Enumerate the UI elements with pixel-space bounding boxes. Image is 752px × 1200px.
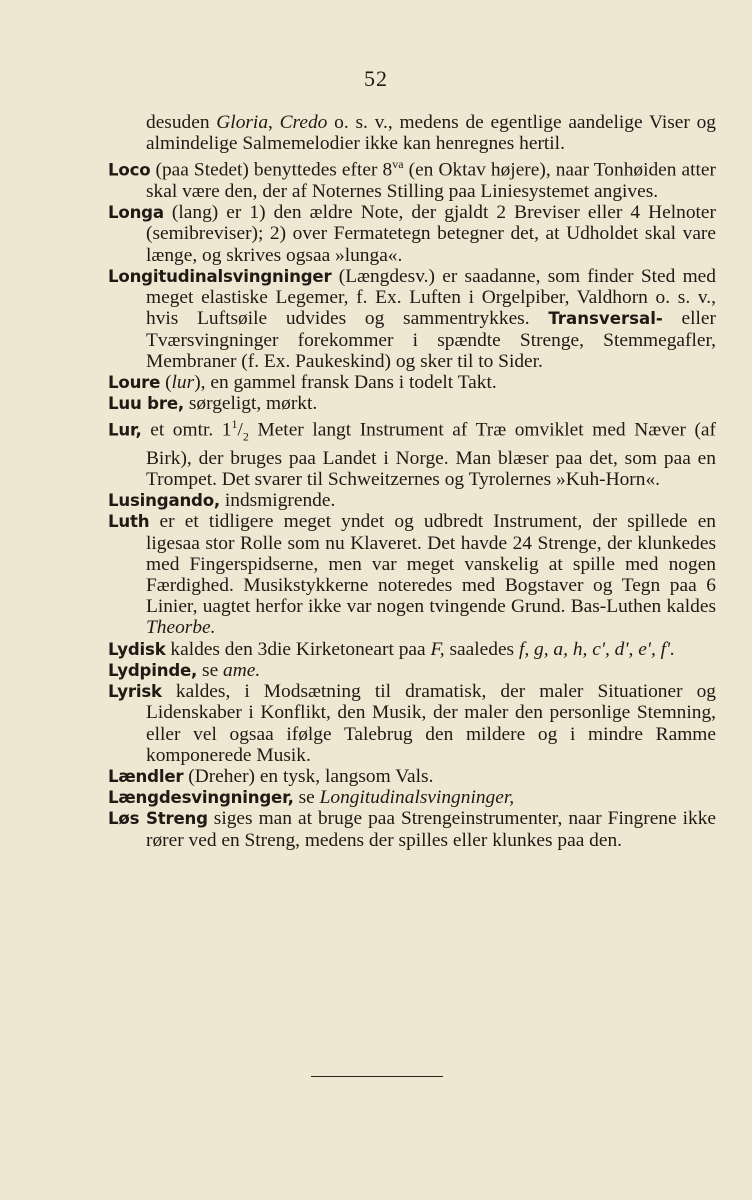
headword: Longa bbox=[108, 203, 164, 223]
headword: Luth bbox=[108, 512, 150, 532]
entry-loco: Loco (paa Stedet) benyttedes efter $8^{va}$ (en Oktav højere), naar Tonhøiden atter skal være den, der af Noternes Stilling paa Liniesystemet angives. bbox=[108, 157, 716, 203]
page-number: 52 bbox=[364, 66, 388, 91]
end-rule bbox=[311, 1076, 443, 1077]
entry-loes-streng: Løs Streng siges man at bruge paa Strengeinstrumenter, naar Fingrene ikke rører ved en Streng, medens der spilles eller klunkes paa den. bbox=[108, 808, 716, 851]
entry-longa: Longa (lang) er 1) den ældre Note, der gjaldt 2 Breviser eller 4 Helnoter (semibreviser); 2) over Fermatetegn betegner det, at Udholdet skal vare længe, og skrives ogsaa »lunga«. bbox=[108, 202, 716, 266]
entry-loure: Loure (lur), en gammel fransk Dans i todelt Takt. bbox=[108, 371, 497, 393]
headword: Longitudinalsvingninger bbox=[108, 266, 332, 286]
inline-headword: Transversal- bbox=[548, 309, 663, 329]
headword: Lydpinde, bbox=[108, 660, 198, 680]
headword: Lusingando, bbox=[108, 491, 221, 511]
entry-luu-bre: Luu bre, sørgeligt, mørkt. bbox=[108, 393, 318, 415]
headword: Lyrisk bbox=[108, 682, 162, 702]
dictionary-text bbox=[108, 112, 716, 851]
entry-lydpinde: Lydpinde, se ame. bbox=[108, 659, 261, 681]
entry-lydisk: Lydisk kaldes den 3die Kirketoneart paa F, saaledes f, g, a, h, c', d', e', f'. bbox=[108, 638, 676, 660]
headword: Lændler bbox=[108, 766, 184, 786]
headword: Længdesvingninger, bbox=[108, 788, 294, 808]
headword: Løs Streng bbox=[108, 809, 208, 829]
headword: Loure bbox=[108, 372, 161, 392]
entry-lur: Lur, et omtr. $1^1/_2$ Meter langt Instrument af Træ omviklet med Næver (af Birk), der bruges paa Landet i Norge. Man blæser paa det, som paa en Trompet. Det svarer til Schweitzernes og Tyrolernes »Kuh-Horn«. bbox=[108, 417, 716, 491]
entry-laengdesvingninger: Længdesvingninger, se Longitudinalsvingninger, bbox=[108, 787, 515, 809]
entry-lyrisk: Lyrisk kaldes, i Modsætning til dramatisk, der maler Situationer og Lidenskaber i Konflikt, den Musik, der maler den personlige Stemning, eller vel ogsaa ifølge Talebrug den mildere og i mindre Ramme komponerede Musik. bbox=[108, 681, 716, 766]
entry-luth: Luth er et tidligere meget yndet og udbredt Instrument, der spillede en ligesaa stor Rolle som nu Klaveret. Det havde 24 Strenge, der klunkedes med Fingerspidserne, men var meget vanskelig at spille med nogen Færdighed. Musikstykkerne noteredes med Bogstaver og Tegn paa 6 Linier, uagtet herfor ikke var nogen tvingende Grund. Bas-Luthen kaldes Theorbe. bbox=[108, 511, 716, 639]
entry-lusingando: Lusingando, indsmigrende. bbox=[108, 490, 336, 512]
headword: Luu bre, bbox=[108, 394, 184, 414]
headword: Loco bbox=[108, 160, 151, 180]
headword: Lur, bbox=[108, 420, 142, 440]
entry-laendler: Lændler (Dreher) en tysk, langsom Vals. bbox=[108, 765, 434, 787]
entry-longitudinalsvingninger: Longitudinalsvingninger (Længdesv.) er saadanne, som finder Sted med meget elastiske Legemer, f. Ex. Luften i Orgelpiber, Valdhorn o. s. v., hvis Luftsøile udvides og sammentrykkes. Transversal- eller Tværsvingninger forekommer i spændte Strenge, Stemmegafler, Membraner (f. Ex. Paukeskind) og sker til to Sider. bbox=[108, 265, 716, 372]
entry-continuation: desuden Gloria, Credo o. s. v., medens de egentlige aandelige Viser og almindelige Salmemelodier ikke kan henregnes hertil. bbox=[146, 112, 716, 155]
headword: Lydisk bbox=[108, 639, 166, 659]
